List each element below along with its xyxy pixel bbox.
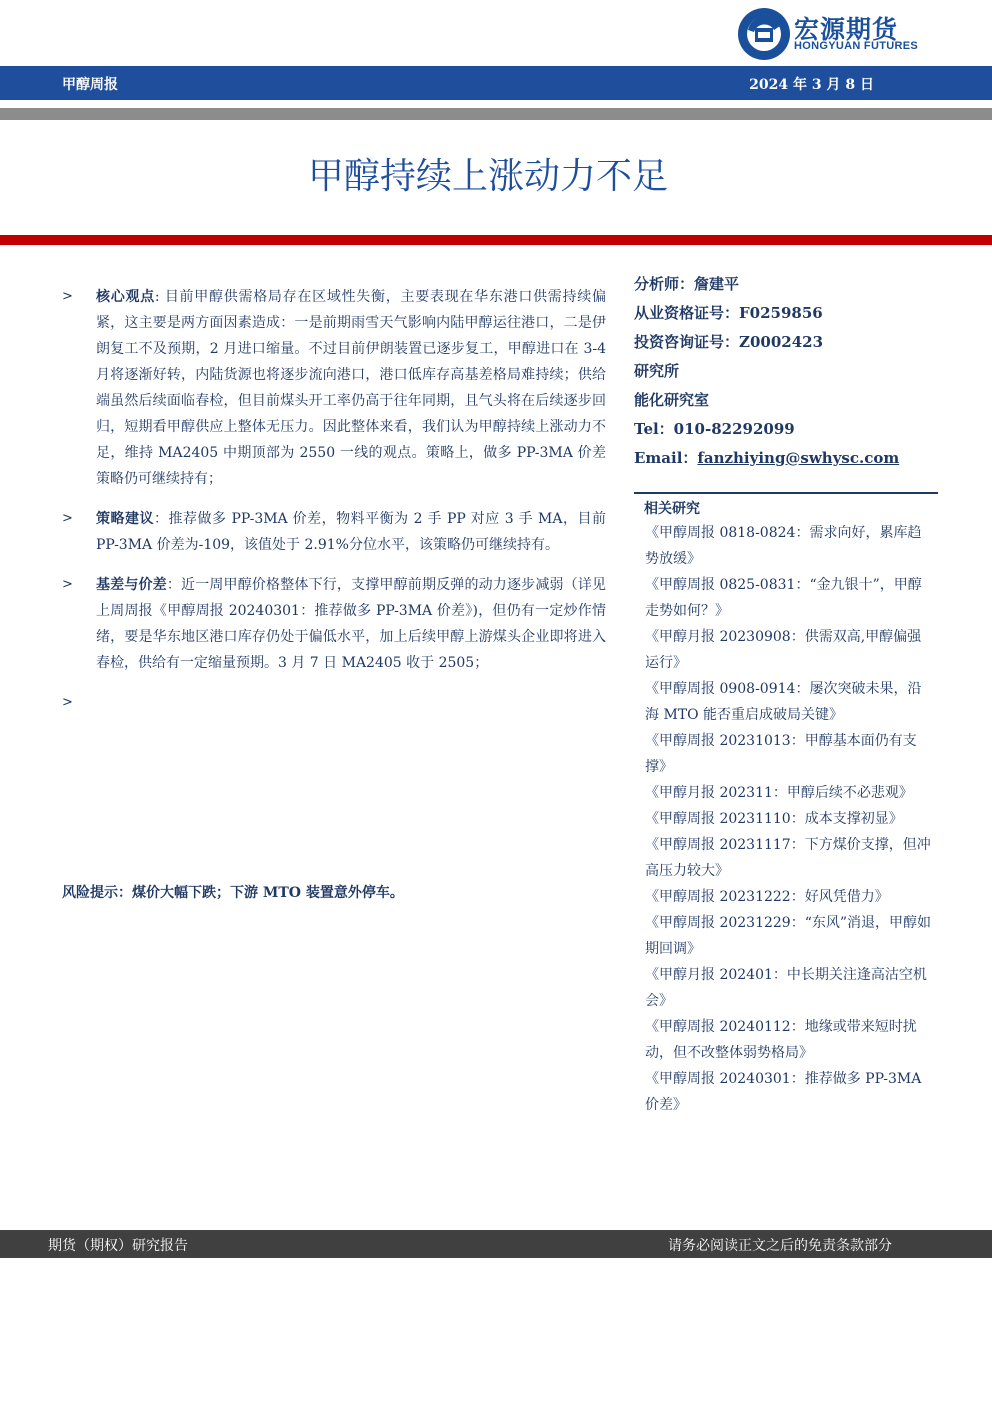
header-divider	[0, 108, 992, 120]
point-core-view	[62, 284, 606, 492]
point-label: 基差与价差	[96, 577, 167, 593]
institute: 研究所	[634, 362, 680, 380]
company-logo	[736, 6, 936, 62]
logo-english-name: HONGYUAN FUTURES	[794, 40, 918, 52]
related-item[interactable]: 《甲醇周报 20231117：下方煤价支撑，但冲高压力较大》	[645, 837, 931, 879]
point-text: : 目前甲醇供需格局存在区域性失衡，主要表现在华东港口供需持续偏紧，这主要是两方面因素造成：一是前期雨雪天气影响内陆甲醇运往港口，二是伊朗复工不及预期，2 月进口缩量。不过目前伊朗装置已逐步复工，甲醇进口在 3-4 月将逐渐好转，内陆货源也将逐步流向港口，港口低库存高基差格局难持续；供给端虽然后续面临春检，但目前煤头开工率仍高于往年同期，且气头将在后续逐步回归，短期看甲醇供应上整体无压力。因此整体来看，我们认为甲醇持续上涨动力不足，维持 MA2405 中期顶部为 2550 一线的观点。策略上，做多 PP-3MA 价差策略仍可继续持有；	[96, 289, 606, 487]
analyst-name: 分析师：詹建平	[634, 275, 740, 293]
point-label: 核心观点	[96, 289, 155, 305]
related-item[interactable]: 《甲醇周报 0818-0824：需求向好，累库趋势放缓》	[645, 525, 922, 567]
point-label: 策略建议	[96, 511, 155, 527]
related-research-title: 相关研究	[644, 501, 700, 517]
report-date: 2024 年 3 月 8 日	[749, 77, 874, 93]
email-link[interactable]: fanzhiying@swhysc.com	[697, 449, 900, 467]
related-item[interactable]: 《甲醇周报 20231110：成本支撑初显》	[645, 811, 903, 827]
bullet-arrow-icon: >	[62, 577, 73, 592]
related-item[interactable]: 《甲醇月报 202311：甲醇后续不必悲观》	[645, 785, 913, 801]
bullet-arrow-icon: >	[62, 511, 73, 526]
logo-chinese-name: 宏源期货	[794, 15, 899, 44]
related-item[interactable]: 《甲醇周报 20231222：好风凭借力》	[645, 889, 889, 905]
related-research-header	[634, 492, 938, 520]
related-item[interactable]: 《甲醇周报 20231013：甲醇基本面仍有支撑》	[645, 733, 917, 775]
page-title: 甲醇持续上涨动力不足	[307, 156, 668, 197]
point-empty	[62, 690, 606, 716]
related-item[interactable]: 《甲醇周报 20240301：推荐做多 PP-3MA 价差》	[645, 1071, 922, 1113]
analyst-info	[634, 270, 944, 473]
related-item[interactable]: 《甲醇月报 20230908：供需双高,甲醇偏强运行》	[645, 629, 922, 671]
main-content	[62, 284, 606, 730]
related-item[interactable]: 《甲醇周报 20231229：“东风”消退，甲醇如期回调》	[645, 915, 932, 957]
telephone: Tel：010-82292099	[634, 420, 795, 438]
lab: 能化研究室	[634, 391, 710, 409]
related-item[interactable]: 《甲醇月报 202401：中长期关注逢高沽空机会》	[645, 967, 927, 1009]
consulting-number: 投资咨询证号：Z0002423	[634, 333, 824, 351]
qualification-number: 从业资格证号：F0259856	[634, 304, 823, 322]
point-strategy	[62, 506, 606, 558]
logo-emblem-icon	[736, 6, 792, 62]
risk-warning: 风险提示：煤价大幅下跌；下游 MTO 装置意外停车。	[62, 885, 404, 901]
point-text: ：推荐做多 PP-3MA 价差，物料平衡为 2 手 PP 对应 3 手 MA，目前 PP-3MA 价差为-109，该值处于 2.91%分位水平，该策略仍可继续持有。	[96, 511, 607, 553]
related-item[interactable]: 《甲醇周报 20240112：地缘或带来短时扰动，但不改整体弱势格局》	[645, 1019, 917, 1061]
footer-disclaimer-note: 请务必阅读正文之后的免责条款部分	[668, 1238, 892, 1254]
point-basis-spread	[62, 572, 606, 676]
bullet-arrow-icon: >	[62, 289, 73, 304]
related-item[interactable]: 《甲醇周报 0825-0831：“金九银十”，甲醇走势如何？》	[645, 577, 922, 619]
email-label: Email：	[634, 449, 698, 467]
email-row	[634, 444, 944, 473]
footer-report-type: 期货（期权）研究报告	[48, 1238, 188, 1254]
related-research-list	[645, 520, 935, 1118]
report-type: 甲醇周报	[62, 77, 118, 93]
related-item[interactable]: 《甲醇周报 0908-0914：屡次突破未果，沿海 MTO 能否重启成破局关键》	[645, 681, 922, 723]
bullet-arrow-icon: >	[62, 695, 73, 710]
point-text: ：近一周甲醇价格整体下行，支撑甲醇前期反弹的动力逐步减弱（详见上周周报《甲醇周报 20240301：推荐做多 PP-3MA 价差》)，但仍有一定炒作情绪，要是华东地区港口库存仍处于偏低水平，加上后续甲醇上游煤头企业即将进入春检，供给有一定缩量预期。3 月 7 日 MA2405 收于 2505；	[96, 577, 607, 671]
footer-bar	[0, 1230, 992, 1258]
title-divider	[0, 235, 992, 245]
header-bar	[0, 66, 992, 100]
